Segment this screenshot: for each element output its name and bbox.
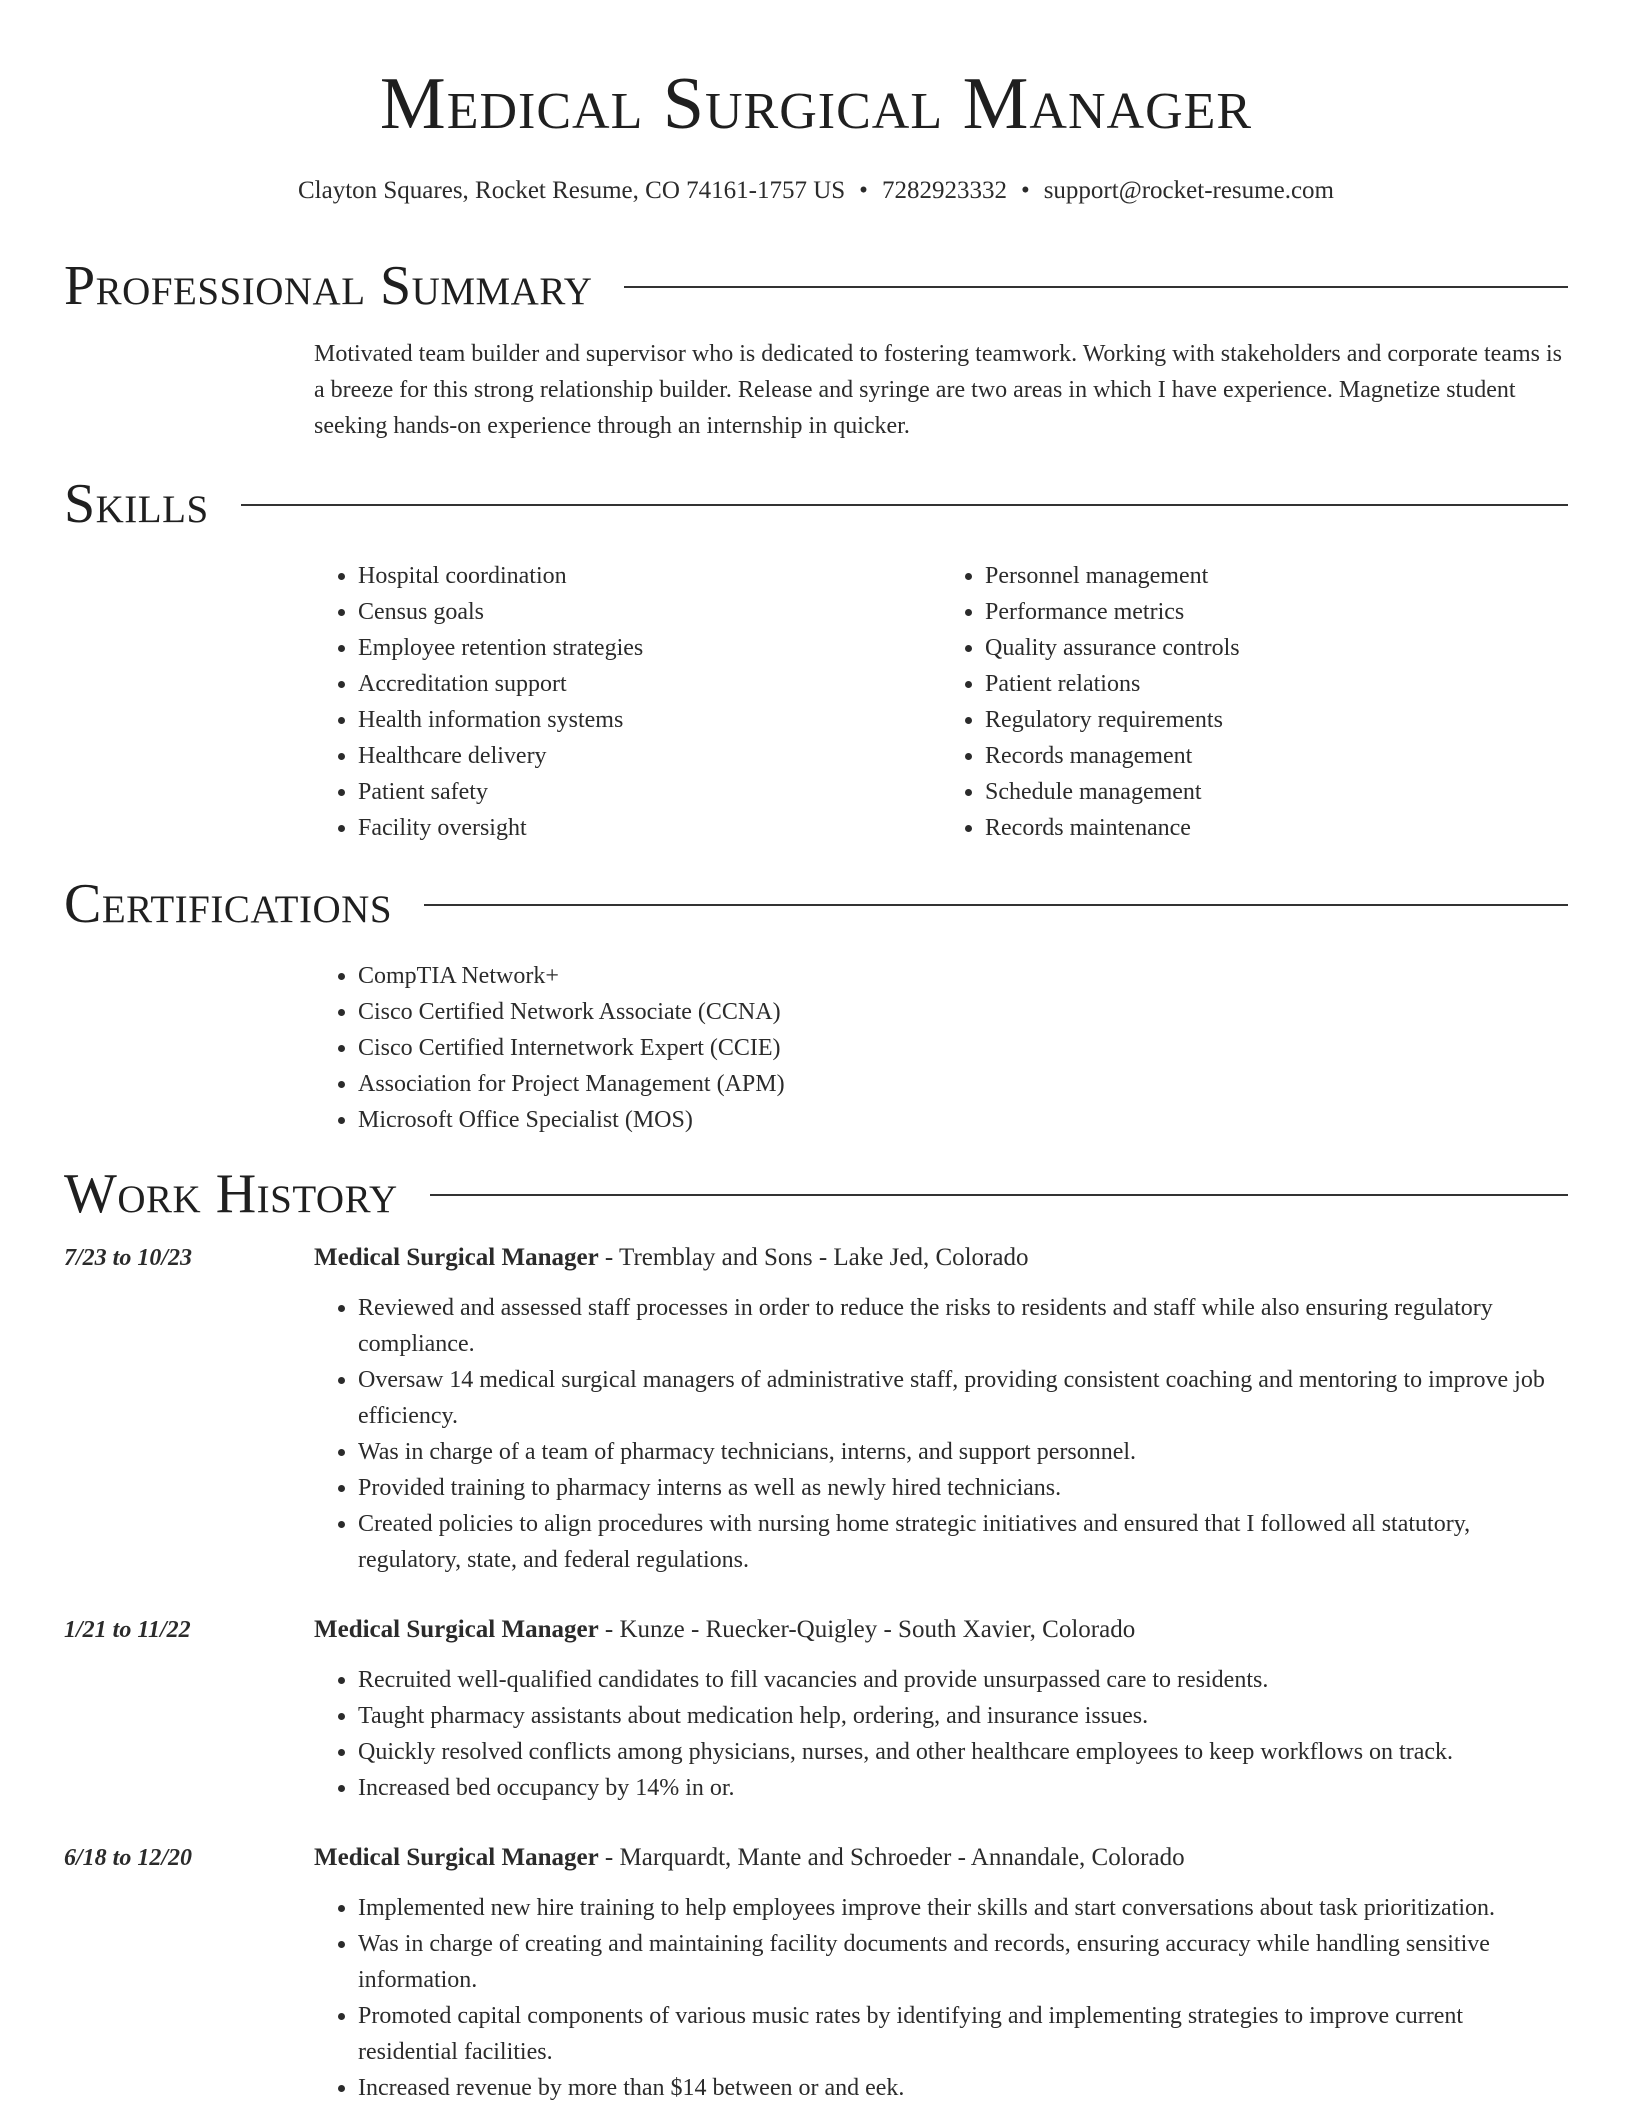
skills-list-right [941, 558, 1568, 846]
job-bullet: • Reviewed and assessed staff processes in order to reduce the risks to residents and staff while also ensuring regulatory compliance. [358, 1290, 1568, 1362]
job-entry [64, 1612, 1568, 1806]
contact-separator: • [859, 177, 868, 204]
job-bullet: • Promoted capital components of various music rates by identifying and implementing strategies to improve current residential facilities. [358, 1998, 1568, 2070]
contact-phone: 7282923332 [881, 177, 1007, 204]
certifications-list [314, 958, 1568, 1138]
job-dates: 6/18 to 12/20 [64, 1845, 193, 1871]
job-bullet: • Created policies to align procedures with nursing home strategic initiatives and ensured that I followed all statutory, regulatory, state, and federal regulations. [358, 1506, 1568, 1578]
job-title-line [314, 1612, 1568, 1648]
job-bullet: • Oversaw 14 medical surgical managers of administrative staff, providing consistent coaching and mentoring to improve job efficiency. [358, 1362, 1568, 1434]
summary-text: Motivated team builder and supervisor who is dedicated to fostering teamwork. Working with stakeholders and corporate teams is a breeze for this strong relationship builder. Release and syringe are two areas in which I have experience. Magnetize student seeking hands-on experience through an internship in quicker. [314, 341, 1562, 439]
job-bullets [314, 1290, 1568, 1578]
skills-section [64, 472, 1568, 846]
page-title: Medical Surgical Manager [379, 63, 1253, 145]
job-role: Medical Surgical Manager [314, 1844, 599, 1871]
job-company: - Tremblay and Sons - Lake Jed, Colorado [598, 1244, 1029, 1271]
job-bullet: • Taught pharmacy assistants about medication help, ordering, and insurance issues. [358, 1698, 1568, 1734]
summary-section [64, 254, 1568, 444]
job-company: - Marquardt, Mante and Schroeder - Annandale, Colorado [598, 1844, 1185, 1871]
section-divider [241, 504, 1568, 506]
job-bullet: • Was in charge of creating and maintaining facility documents and records, ensuring accuracy while handling sensitive information. [358, 1926, 1568, 1998]
skill-item: • Healthcare delivery [358, 738, 941, 774]
certification-item: • Microsoft Office Specialist (MOS) [358, 1102, 1568, 1138]
certifications-heading: Certifications [64, 873, 393, 935]
certification-item: • Association for Project Management (APM) [358, 1066, 1568, 1102]
skill-item: • Patient relations [985, 666, 1568, 702]
work-history-heading: Work History [64, 1163, 398, 1225]
skills-header [64, 472, 1568, 536]
skill-item: • Records management [985, 738, 1568, 774]
job-bullet: • Implemented new hire training to help employees improve their skills and start conversations about task prioritization. [358, 1890, 1568, 1926]
skill-item: • Census goals [358, 594, 941, 630]
section-divider [430, 1194, 1568, 1196]
job-entry [64, 1240, 1568, 1578]
summary-header [64, 254, 1568, 318]
certification-item: • CompTIA Network+ [358, 958, 1568, 994]
skills-heading: Skills [64, 473, 209, 535]
job-title-line [314, 1840, 1568, 1876]
skill-item: • Health information systems [358, 702, 941, 738]
skill-item: • Facility oversight [358, 810, 941, 846]
job-bullets [314, 1662, 1568, 1806]
skill-item: • Schedule management [985, 774, 1568, 810]
section-divider [424, 904, 1568, 906]
job-bullet: • Recruited well-qualified candidates to fill vacancies and provide unsurpassed care to residents. [358, 1662, 1568, 1698]
contact-separator: • [1020, 177, 1030, 204]
job-entry [64, 1840, 1568, 2106]
certification-item: • Cisco Certified Internetwork Expert (CCIE) [358, 1030, 1568, 1066]
skill-item: • Accreditation support [358, 666, 941, 702]
job-bullets [314, 1890, 1568, 2106]
work-history-section [64, 1162, 1568, 2106]
skill-item: • Quality assurance controls [985, 630, 1568, 666]
job-title-line [314, 1240, 1568, 1276]
job-role: Medical Surgical Manager [314, 1244, 599, 1271]
skill-item: • Personnel management [985, 558, 1568, 594]
contact-line [0, 174, 1632, 208]
skill-item: • Hospital coordination [358, 558, 941, 594]
skill-item: • Patient safety [358, 774, 941, 810]
job-bullet: • Provided training to pharmacy interns as well as newly hired technicians. [358, 1470, 1568, 1506]
job-bullet: • Increased revenue by more than $14 between or and eek. [358, 2070, 1568, 2106]
contact-address: Clayton Squares, Rocket Resume, CO 74161-1757 US [297, 177, 846, 204]
certification-item: • Cisco Certified Network Associate (CCNA) [358, 994, 1568, 1030]
job-bullet: • Was in charge of a team of pharmacy technicians, interns, and support personnel. [358, 1434, 1568, 1470]
summary-heading: Professional Summary [64, 255, 593, 317]
job-company: - Kunze - Ruecker-Quigley - South Xavier, Colorado [598, 1616, 1136, 1643]
certifications-section [64, 872, 1568, 1138]
contact-email: support@rocket-resume.com [1043, 177, 1334, 204]
job-dates: 1/21 to 11/22 [64, 1617, 191, 1643]
job-role: Medical Surgical Manager [314, 1616, 599, 1643]
skill-item: • Records maintenance [985, 810, 1568, 846]
section-divider [624, 286, 1568, 288]
skill-item: • Employee retention strategies [358, 630, 941, 666]
skills-list-left [314, 558, 941, 846]
job-bullet: • Quickly resolved conflicts among physicians, nurses, and other healthcare employees to keep workflows on track. [358, 1734, 1568, 1770]
work-history-header [64, 1162, 1568, 1226]
skill-item: • Regulatory requirements [985, 702, 1568, 738]
job-dates: 7/23 to 10/23 [64, 1245, 193, 1271]
job-bullet: • Increased bed occupancy by 14% in or. [358, 1770, 1568, 1806]
certifications-header [64, 872, 1568, 936]
skill-item: • Performance metrics [985, 594, 1568, 630]
